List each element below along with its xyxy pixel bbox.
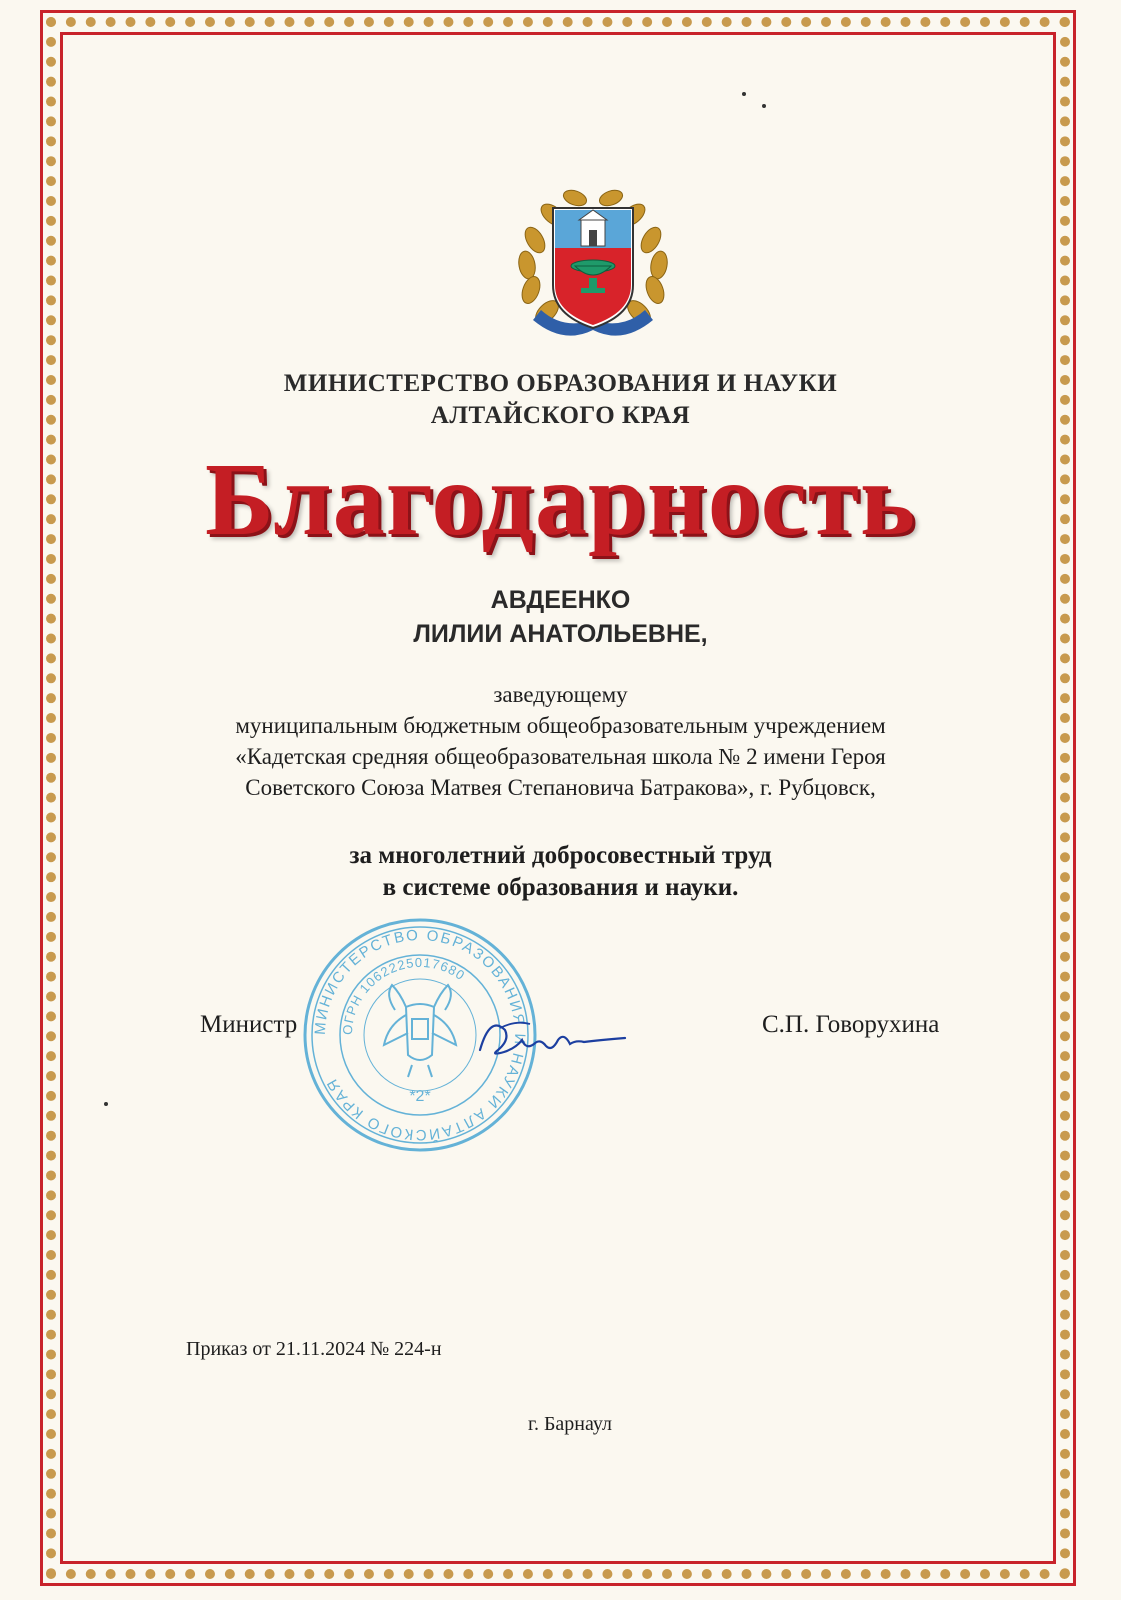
order-reference: Приказ от 21.11.2024 № 224-н <box>186 1338 442 1360</box>
position-line3: «Кадетская средняя общеобразовательная школа № 2 имени Героя <box>235 744 886 769</box>
stamp-inner-text: ОГРН 1062225017680 <box>339 954 469 1036</box>
recipient-given-names: ЛИЛИИ АНАТОЛЬЕВНЕ, <box>413 620 708 648</box>
position-line1: заведующему <box>493 682 628 707</box>
signatory-name: С.П. Говорухина <box>762 1011 940 1038</box>
handwritten-signature <box>460 1010 630 1070</box>
signatory-role: Министр <box>200 1011 298 1038</box>
position-line4: Советского Союза Матвея Степановича Батракова», г. Рубцовск, <box>245 775 876 800</box>
recipient-surname: АВДЕЕНКО <box>490 586 631 614</box>
ministry-name-line1: МИНИСТЕРСТВО ОБРАЗОВАНИЯ И НАУКИ <box>283 370 838 397</box>
position-line2: муниципальным бюджетным общеобразовательным учреждением <box>235 713 886 738</box>
ink-speck <box>742 92 746 96</box>
stamp-number: *2* <box>409 1088 431 1105</box>
issue-city: г. Барнаул <box>528 1413 612 1435</box>
ink-speck <box>762 104 766 108</box>
certificate-title: Благодарность <box>205 442 916 557</box>
altai-coat-of-arms-emblem <box>513 180 673 350</box>
ink-speck <box>104 1102 108 1106</box>
reason-line2: в системе образования и науки. <box>382 874 739 901</box>
double-headed-eagle-icon <box>384 985 456 1077</box>
reason-line1: за многолетний добросовестный труд <box>349 842 772 869</box>
ministry-name-line2: АЛТАЙСКОГО КРАЯ <box>430 402 691 429</box>
stamp-outer-text: МИНИСТЕРСТВО ОБРАЗОВАНИЯ И НАУКИ АЛТАЙСКОГО КРАЯ <box>311 926 529 1144</box>
